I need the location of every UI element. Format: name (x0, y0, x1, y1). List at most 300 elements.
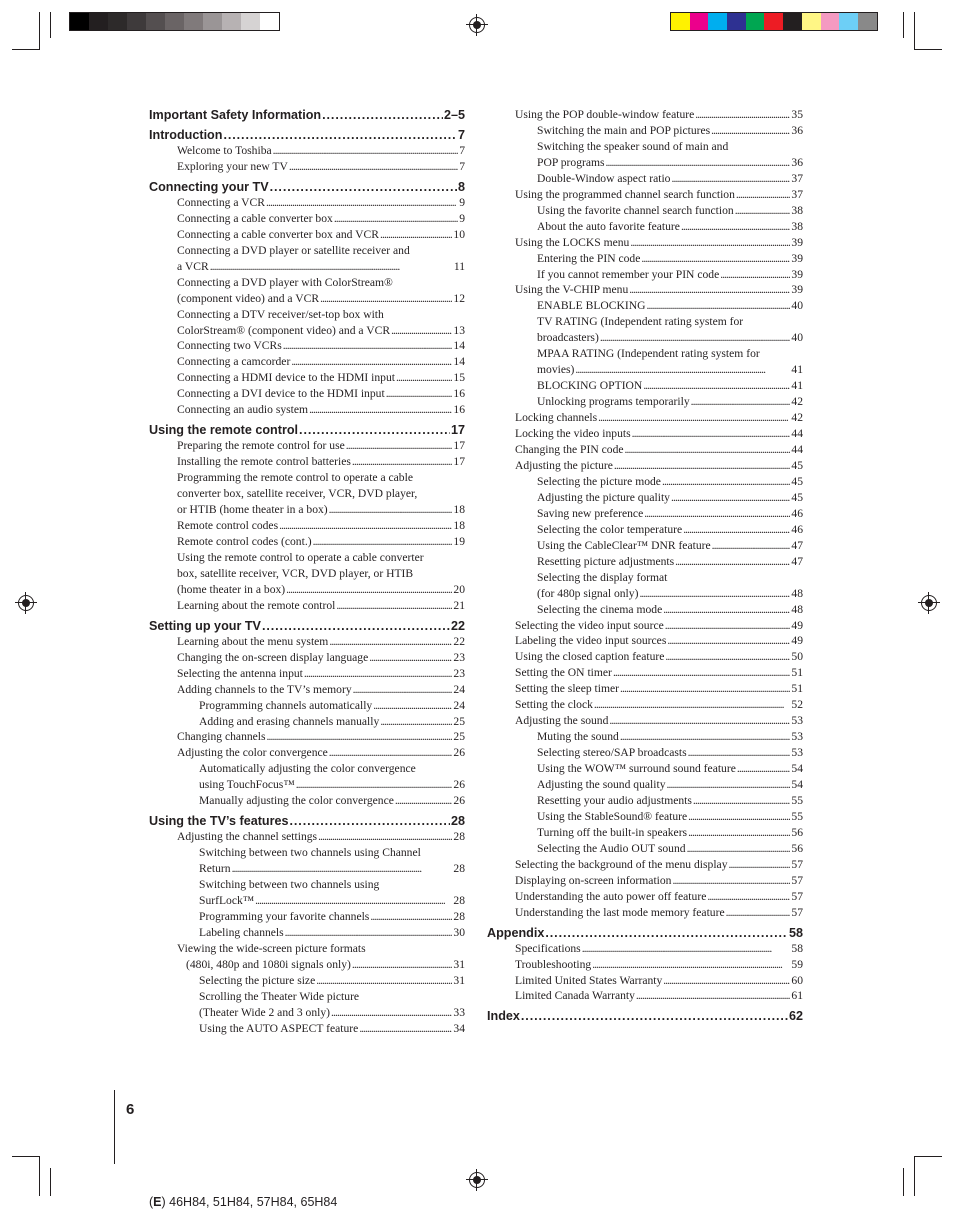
dot-leader (643, 378, 790, 394)
toc-entry-title: Turning off the built-in speakers (537, 825, 688, 839)
toc-page-number: 15 (453, 371, 465, 385)
dot-leader (329, 634, 452, 650)
toc-page-number: 56 (791, 841, 803, 855)
color-calibration-bar (670, 12, 878, 31)
dot-leader (606, 155, 791, 171)
dot-leader (594, 697, 790, 713)
toc-entry (515, 314, 803, 330)
toc-page-number: 21 (453, 598, 465, 612)
dot-leader (687, 841, 791, 857)
toc-entry (515, 298, 803, 314)
dot-leader (380, 227, 452, 243)
toc-page-number: 2–5 (443, 108, 465, 122)
toc-entry (515, 251, 803, 267)
toc-entry-title: Automatically adjusting the color convergence (199, 762, 416, 776)
toc-entry-title: Connecting a cable converter box and VCR (177, 227, 379, 241)
toc-entry-title: Labeling the video input sources (515, 634, 667, 648)
color-swatch (839, 13, 858, 30)
toc-entry-title: TV RATING (Independent rating system for (537, 315, 744, 329)
toc-entry (149, 518, 465, 534)
toc-page-number: 17 (453, 439, 465, 453)
toc-entry-title: Double-Window aspect ratio (537, 171, 671, 185)
toc-page-number: 34 (453, 1021, 465, 1035)
toc-entry-title: Using the programmed channel search function (515, 187, 735, 201)
dot-leader (309, 402, 452, 418)
dot-leader (316, 973, 452, 989)
toc-page-number: 7 (459, 159, 465, 173)
toc-page-number: 51 (791, 682, 803, 696)
toc-entry (515, 235, 803, 251)
toc-entry (149, 354, 465, 370)
dot-leader (675, 554, 790, 570)
toc-page-number: 50 (791, 650, 803, 664)
toc-entry (149, 291, 465, 307)
dot-leader (625, 442, 791, 458)
toc-entry (149, 893, 465, 909)
toc-entry (149, 682, 465, 698)
toc-page-number: 46 (791, 522, 803, 536)
dot-leader (370, 909, 452, 925)
toc-heading (487, 925, 803, 941)
toc-entry (515, 825, 803, 841)
toc-entry-title: Using the WOW™ surround sound feature (537, 762, 736, 776)
toc-page-number: 58 (791, 941, 803, 955)
toc-page-number: 53 (791, 746, 803, 760)
toc-page-number: 26 (453, 794, 465, 808)
toc-entry-title: movies) (537, 363, 575, 377)
page-number-rule (114, 1090, 115, 1164)
toc-entry-title: Connecting two VCRs (177, 339, 282, 353)
toc-entry-title: Displaying on-screen information (515, 873, 672, 887)
dot-leader (289, 159, 458, 175)
toc-entry (149, 502, 465, 518)
toc-entry-title: Selecting the color temperature (537, 522, 683, 536)
toc-entry (515, 410, 803, 426)
grayscale-calibration-bar (69, 12, 280, 31)
toc-entry-title: ENABLE BLOCKING (537, 299, 646, 313)
dot-leader (331, 1005, 452, 1021)
dot-leader (667, 777, 791, 793)
dot-leader (369, 650, 452, 666)
toc-entry-title: Selecting the background of the menu display (515, 857, 728, 871)
toc-page-number: 62 (788, 1009, 803, 1024)
dot-leader (262, 618, 450, 634)
toc-entry-title: Preparing the remote control for use (177, 439, 345, 453)
toc-page-number: 17 (450, 423, 465, 438)
color-swatch (727, 13, 746, 30)
dot-leader (291, 354, 452, 370)
toc-entry-title: Adjusting the picture (515, 458, 613, 472)
toc-entry (149, 454, 465, 470)
toc-page-number: 45 (791, 458, 803, 472)
toc-entry-title: Introduction (149, 128, 223, 142)
dot-leader (712, 538, 791, 554)
color-swatch (821, 13, 840, 30)
toc-entry (515, 123, 803, 139)
toc-entry-title: Connecting a VCR (177, 195, 266, 209)
dot-leader (592, 957, 790, 973)
toc-entry (515, 506, 803, 522)
color-swatch (89, 13, 108, 30)
color-swatch (802, 13, 821, 30)
toc-entry-title: Adjusting the color convergence (177, 746, 328, 760)
toc-entry (149, 634, 465, 650)
toc-entry-title: (480i, 480p and 1080i signals only) (186, 957, 351, 971)
toc-entry-title: Remote control codes (177, 519, 279, 533)
toc-entry-title: Selecting the display format (537, 570, 668, 584)
toc-entry-title: Setting the ON timer (515, 666, 612, 680)
dot-leader (671, 490, 790, 506)
dot-leader (320, 291, 452, 307)
dot-leader (629, 282, 790, 298)
toc-entry (149, 550, 465, 566)
toc-page-number: 33 (453, 1005, 465, 1019)
dot-leader (695, 107, 790, 123)
toc-page-number: 60 (791, 973, 803, 987)
toc-entry (515, 155, 803, 171)
toc-entry-title: Resetting your audio adjustments (537, 793, 692, 807)
toc-page-number: 55 (791, 793, 803, 807)
toc-entry-title: Specifications (515, 941, 581, 955)
toc-page-number: 42 (791, 395, 803, 409)
toc-heading (149, 422, 465, 438)
toc-entry (149, 925, 465, 941)
toc-entry (515, 187, 803, 203)
toc-entry-title: Programming channels automatically (199, 698, 373, 712)
toc-entry (149, 598, 465, 614)
dot-leader (346, 438, 453, 454)
toc-entry-title: Installing the remote control batteries (177, 455, 351, 469)
color-swatch (241, 13, 260, 30)
dot-leader (582, 941, 791, 957)
toc-entry-title: Selecting the picture size (199, 973, 316, 987)
toc-page-number: 35 (791, 108, 803, 121)
toc-entry (515, 841, 803, 857)
toc-page-number: 54 (791, 762, 803, 776)
color-swatch (184, 13, 203, 30)
toc-entry (149, 941, 465, 957)
toc-entry (149, 307, 465, 323)
toc-entry-title: (Theater Wide 2 and 3 only) (199, 1005, 330, 1019)
dot-leader (598, 410, 790, 426)
toc-page-number: 14 (453, 355, 465, 369)
toc-entry-title: converter box, satellite receiver, VCR, DVD player, (177, 487, 418, 501)
toc-entry-title: Limited United States Warranty (515, 973, 663, 987)
toc-entry (515, 713, 803, 729)
dot-leader (665, 649, 790, 665)
toc-entry-title: (home theater in a box) (177, 582, 286, 596)
toc-entry-title: Connecting a DVD player or satellite receiver and (177, 243, 410, 257)
toc-entry-title: Unlocking programs temporarily (537, 395, 690, 409)
dot-leader (683, 522, 790, 538)
dot-leader (688, 745, 791, 761)
dot-leader (711, 123, 790, 139)
toc-page-number: 57 (791, 889, 803, 903)
toc-entry-title: box, satellite receiver, VCR, DVD player, or HTIB (177, 566, 414, 580)
toc-entry (149, 650, 465, 666)
dot-leader (353, 682, 453, 698)
toc-entry-title: Using the StableSound® feature (537, 809, 688, 823)
toc-page-number: 59 (791, 957, 803, 971)
toc-entry (149, 745, 465, 761)
dot-leader (665, 618, 791, 634)
toc-entry (515, 586, 803, 602)
toc-page-number: 40 (791, 331, 803, 345)
toc-entry-title: Programming your favorite channels (199, 909, 370, 923)
dot-leader (737, 761, 791, 777)
dot-leader (232, 861, 453, 877)
toc-entry-title: Using the POP double-window feature (515, 108, 695, 121)
dot-leader (279, 518, 452, 534)
toc-entry-title: Adjusting the picture quality (537, 490, 670, 504)
dot-leader (620, 681, 790, 697)
toc-page-number: 44 (791, 427, 803, 441)
toc-page-number: 40 (791, 299, 803, 313)
toc-page-number: 39 (791, 283, 803, 297)
toc-entry-title: Remote control codes (cont.) (177, 534, 312, 548)
toc-entry-title: Connecting a DVI device to the HDMI input (177, 387, 385, 401)
toc-entry-title: Adjusting the channel settings (177, 830, 318, 844)
dot-leader (318, 829, 452, 845)
dot-leader (299, 422, 450, 438)
toc-entry-title: Connecting a camcorder (177, 355, 291, 369)
toc-entry (515, 282, 803, 298)
toc-page-number: 42 (791, 411, 803, 425)
toc-entry-title: Scrolling the Theater Wide picture (199, 989, 360, 1003)
color-swatch (671, 13, 690, 30)
toc-page-number: 12 (453, 291, 465, 305)
dot-leader (614, 458, 791, 474)
dot-leader (395, 793, 453, 809)
toc-entry (149, 195, 465, 211)
registration-target-right-icon (921, 595, 937, 611)
toc-entry-title: Using the closed caption feature (515, 650, 665, 664)
toc-entry-title: using TouchFocus™ (199, 778, 295, 792)
dot-leader (283, 338, 453, 354)
registration-target-left-icon (18, 595, 34, 611)
dot-leader (296, 777, 453, 793)
toc-page-number: 19 (453, 534, 465, 548)
toc-page-number: 9 (459, 211, 465, 225)
dot-leader (255, 893, 452, 909)
toc-page-number: 18 (453, 519, 465, 533)
toc-entry (515, 554, 803, 570)
toc-entry (149, 729, 465, 745)
toc-entry (149, 402, 465, 418)
toc-entry (515, 777, 803, 793)
toc-entry-title: or HTIB (home theater in a box) (177, 503, 328, 517)
toc-entry-title: Learning about the remote control (177, 598, 336, 612)
dot-leader (373, 698, 452, 714)
color-swatch (203, 13, 222, 30)
toc-page-number: 54 (791, 778, 803, 792)
dot-leader (380, 714, 452, 730)
toc-entry (515, 378, 803, 394)
toc-entry-title: If you cannot remember your PIN code (537, 267, 720, 281)
dot-leader (671, 171, 790, 187)
toc-entry-title: POP programs (537, 155, 605, 169)
toc-page-number: 48 (791, 586, 803, 600)
dot-leader (210, 259, 453, 275)
toc-page-number: 47 (791, 538, 803, 552)
color-swatch (783, 13, 802, 30)
toc-page-number: 57 (791, 873, 803, 887)
toc-entry (149, 470, 465, 486)
dot-leader (729, 857, 791, 873)
toc-entry (515, 729, 803, 745)
toc-entry (149, 1005, 465, 1021)
toc-entry-title: a VCR (177, 259, 209, 273)
toc-page-number: 28 (450, 814, 465, 829)
toc-page-number: 38 (791, 219, 803, 233)
toc-entry (515, 957, 803, 973)
dot-leader (639, 586, 790, 602)
toc-entry-title: Return (199, 862, 231, 876)
toc-entry (515, 538, 803, 554)
dot-leader (691, 394, 791, 410)
toc-entry (149, 989, 465, 1005)
dot-leader (286, 582, 452, 598)
toc-entry-title: Setting the sleep timer (515, 682, 619, 696)
dot-leader (707, 889, 790, 905)
toc-entry (149, 714, 465, 730)
dot-leader (672, 873, 790, 889)
toc-entry-title: Troubleshooting (515, 957, 592, 971)
toc-entry-title: (for 480p signal only) (537, 586, 639, 600)
toc-page-number: 22 (450, 618, 465, 633)
toc-entry (149, 793, 465, 809)
toc-entry-title: Programming the remote control to operate a cable (177, 471, 413, 485)
toc-left-column (149, 107, 465, 1037)
toc-entry (515, 633, 803, 649)
toc-entry-title: Learning about the menu system (177, 634, 329, 648)
toc-entry-title: Selecting the cinema mode (537, 602, 663, 616)
toc-entry-title: Selecting the antenna input (177, 666, 303, 680)
toc-entry (515, 602, 803, 618)
toc-entry (515, 570, 803, 586)
toc-entry-title: Adjusting the sound (515, 714, 609, 728)
toc-entry (515, 107, 803, 123)
dot-leader (304, 666, 453, 682)
toc-entry (515, 171, 803, 187)
toc-entry-title: Using the AUTO ASPECT feature (199, 1021, 359, 1035)
toc-page-number: 57 (791, 905, 803, 919)
toc-page-number: 16 (453, 387, 465, 401)
toc-page-number: 45 (791, 490, 803, 504)
color-swatch (708, 13, 727, 30)
toc-page-number: 39 (791, 267, 803, 281)
toc-entry-title: Entering the PIN code (537, 251, 641, 265)
dot-leader (663, 602, 790, 618)
dot-leader (329, 745, 453, 761)
toc-entry-title: broadcasters) (537, 331, 599, 345)
toc-heading (149, 179, 465, 195)
model-footer (149, 1195, 337, 1209)
dot-leader (313, 534, 453, 550)
toc-entry-title: Switching the speaker sound of main and (537, 139, 729, 153)
toc-entry-title: SurfLock™ (199, 894, 255, 908)
toc-heading (149, 127, 465, 143)
dot-leader (736, 187, 791, 203)
toc-page-number: 37 (791, 171, 803, 185)
toc-entry (515, 346, 803, 362)
toc-entry (515, 665, 803, 681)
toc-entry-title: Changing channels (177, 730, 266, 744)
dot-leader (662, 474, 790, 490)
dot-leader (726, 905, 791, 921)
toc-heading (487, 1008, 803, 1024)
toc-entry-title: Using the remote control to operate a cable converter (177, 550, 424, 564)
dot-leader (667, 633, 790, 649)
dot-leader (636, 988, 791, 1004)
toc-entry-title: Using the V-CHIP menu (515, 283, 629, 297)
toc-entry-title: Setting the clock (515, 698, 593, 712)
toc-entry (515, 219, 803, 235)
dot-leader (267, 729, 453, 745)
dot-leader (647, 298, 791, 314)
dot-leader (632, 426, 791, 442)
dot-leader (693, 793, 791, 809)
toc-page-number: 49 (791, 618, 803, 632)
toc-page-number: 57 (791, 857, 803, 871)
toc-entry (515, 139, 803, 155)
toc-entry (515, 697, 803, 713)
toc-entry (515, 649, 803, 665)
toc-page-number: 49 (791, 634, 803, 648)
toc-page-number: 28 (453, 830, 465, 844)
dot-leader (322, 107, 443, 123)
toc-entry (515, 267, 803, 283)
dot-leader (575, 362, 790, 378)
toc-entry-title: Locking channels (515, 411, 598, 425)
toc-entry-title: Appendix (487, 925, 545, 940)
toc-entry (515, 330, 803, 346)
toc-entry (149, 761, 465, 777)
toc-entry (149, 211, 465, 227)
toc-entry (515, 681, 803, 697)
toc-entry-title: Manually adjusting the color convergence (199, 794, 394, 808)
registration-target-bottom-icon (469, 1172, 485, 1188)
toc-page-number: 25 (453, 714, 465, 728)
toc-entry (515, 973, 803, 989)
dot-leader (270, 179, 457, 195)
toc-heading (149, 107, 465, 123)
toc-page-number: 48 (791, 602, 803, 616)
dot-leader (386, 386, 453, 402)
toc-page-number: 11 (453, 259, 465, 273)
dot-leader (641, 251, 790, 267)
toc-entry (515, 761, 803, 777)
toc-page-number: 53 (791, 714, 803, 728)
toc-entry-title: Limited Canada Warranty (515, 989, 635, 1003)
toc-heading (149, 618, 465, 634)
dot-leader (359, 1021, 452, 1037)
toc-entry-title: Adjusting the sound quality (537, 778, 666, 792)
toc-entry-title: Connecting a DTV receiver/set-top box with (177, 307, 384, 321)
toc-entry (515, 362, 803, 378)
toc-page-number: 30 (453, 925, 465, 939)
dot-leader (396, 370, 452, 386)
toc-entry-title: Selecting the Audio OUT sound (537, 841, 686, 855)
toc-entry-title: Understanding the auto power off feature (515, 889, 707, 903)
toc-right-column (487, 107, 803, 1024)
page-number: 6 (126, 1101, 135, 1118)
toc-page-number: 39 (791, 235, 803, 249)
toc-page-number: 25 (453, 730, 465, 744)
color-swatch (70, 13, 89, 30)
toc-page-number: 16 (453, 403, 465, 417)
toc-page-number: 45 (791, 474, 803, 488)
